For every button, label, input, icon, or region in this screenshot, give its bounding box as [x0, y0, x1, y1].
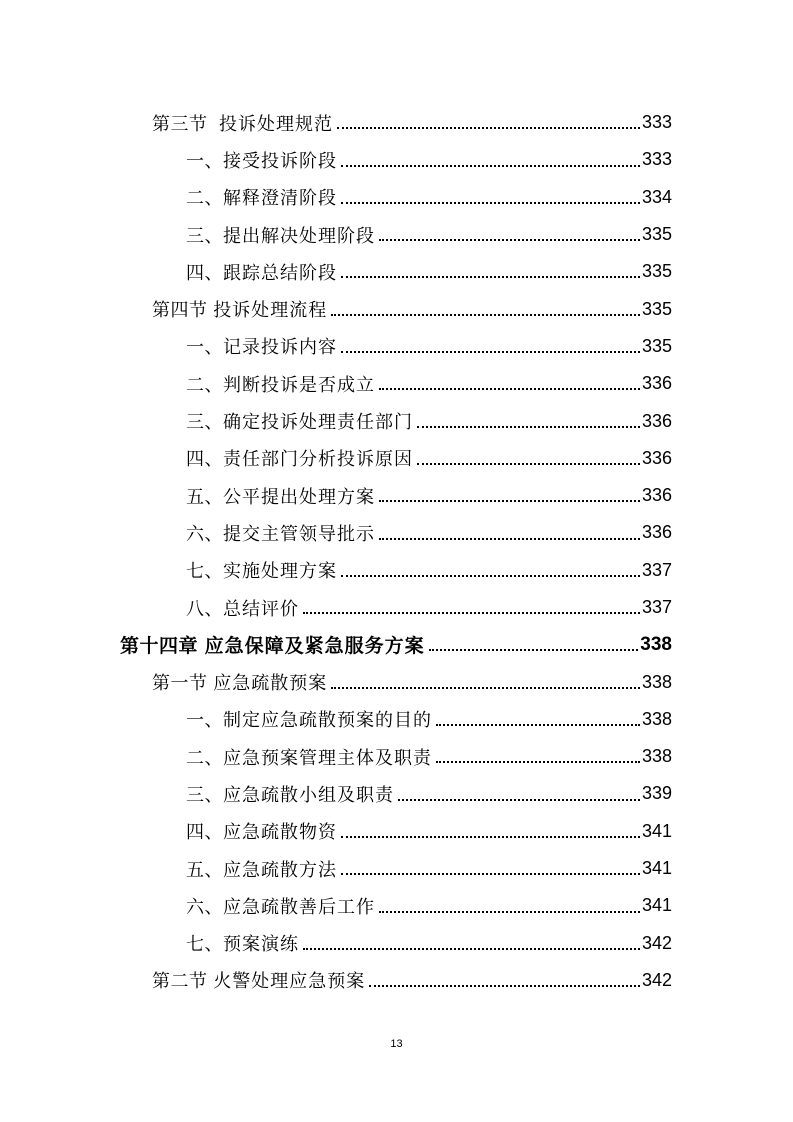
toc-entry-number: 四、 — [186, 449, 223, 471]
toc-entry-number: 第一节 — [152, 673, 208, 695]
toc-entry-number: 四、 — [186, 822, 223, 844]
toc-entry-title: 记录投诉内容 — [223, 337, 337, 359]
toc-entry-number: 二、 — [186, 374, 223, 396]
toc-entry-title: 判断投诉是否成立 — [223, 374, 375, 396]
toc-entry-spacer — [208, 112, 219, 133]
toc-entry-title: 应急保障及紧急服务方案 — [204, 635, 425, 658]
toc-entry-title: 投诉处理流程 — [213, 300, 328, 322]
toc-entry-title: 提交主管领导批示 — [223, 523, 375, 545]
dot-leader — [398, 799, 640, 801]
toc-entry[interactable] — [0, 626, 793, 663]
toc-entry-page: 341 — [641, 858, 672, 879]
toc-entry-title: 跟踪总结阶段 — [223, 262, 337, 284]
toc-entry-number: 三、 — [186, 225, 223, 247]
toc-entry-title: 应急疏散善后工作 — [223, 896, 375, 918]
dot-leader — [436, 724, 640, 726]
toc-entry-title: 应急疏散预案 — [213, 673, 328, 695]
toc-entry-page: 338 — [640, 633, 672, 655]
toc-entry-number: 二、 — [186, 188, 223, 210]
dot-leader — [417, 426, 640, 428]
toc-entry-page: 338 — [641, 671, 672, 692]
toc-entry-number: 五、 — [186, 859, 223, 881]
dot-leader — [379, 239, 640, 241]
toc-entry[interactable] — [0, 887, 793, 924]
dot-leader — [341, 202, 640, 204]
toc-entry-number: 一、 — [186, 710, 223, 732]
toc-entry[interactable] — [0, 589, 793, 626]
dot-leader — [341, 873, 640, 875]
dot-leader — [303, 612, 640, 614]
toc-entry[interactable] — [0, 813, 793, 850]
toc-entry-page: 339 — [641, 783, 672, 804]
dot-leader — [379, 388, 640, 390]
dot-leader — [429, 649, 639, 651]
toc-entry-number: 第四节 — [152, 300, 208, 322]
toc-entry-number: 七、 — [186, 934, 223, 956]
toc-entry[interactable] — [0, 477, 793, 514]
toc-entry[interactable] — [0, 663, 793, 700]
toc-entry[interactable] — [0, 402, 793, 439]
toc-entry-number: 五、 — [186, 486, 223, 508]
toc-entry-number: 四、 — [186, 262, 223, 284]
toc-entry[interactable] — [0, 179, 793, 216]
toc-entry[interactable] — [0, 141, 793, 178]
toc-entry-title: 应急疏散小组及职责 — [223, 784, 394, 806]
toc-entry-title: 应急疏散物资 — [223, 822, 337, 844]
dot-leader — [341, 276, 640, 278]
toc-entry-title: 提出解决处理阶段 — [223, 225, 375, 247]
dot-leader — [369, 985, 640, 987]
toc-entry-title: 确定投诉处理责任部门 — [223, 412, 413, 434]
toc-entry[interactable] — [0, 775, 793, 812]
toc-entry[interactable] — [0, 365, 793, 402]
toc-entry[interactable] — [0, 216, 793, 253]
toc-entry-page: 338 — [641, 708, 672, 729]
toc-entry-number: 第十四章 — [120, 635, 199, 658]
toc-entry[interactable] — [0, 253, 793, 290]
toc-entry[interactable] — [0, 514, 793, 551]
dot-leader — [331, 314, 640, 316]
toc-entry-page: 334 — [641, 186, 672, 207]
dot-leader — [417, 463, 640, 465]
toc-entry-page: 335 — [641, 261, 672, 282]
toc-entry-page: 341 — [641, 895, 672, 916]
toc-entry-page: 338 — [641, 746, 672, 767]
toc-entry-title: 解释澄清阶段 — [223, 188, 337, 210]
toc-entry-title: 实施处理方案 — [223, 561, 337, 583]
toc-entry[interactable] — [0, 850, 793, 887]
toc-entry-number: 一、 — [186, 150, 223, 172]
toc-entry-title: 责任部门分析投诉原因 — [223, 449, 413, 471]
page-number: 13 — [390, 1038, 403, 1050]
dot-leader — [331, 687, 640, 689]
toc-entry-number: 第二节 — [152, 971, 208, 993]
toc-entry-number: 一、 — [186, 337, 223, 359]
toc-entry-page: 341 — [641, 820, 672, 841]
toc-entry-page: 335 — [641, 335, 672, 356]
toc-entry-page: 336 — [641, 522, 672, 543]
toc-entry-title: 应急预案管理主体及职责 — [223, 747, 432, 769]
toc-entry[interactable] — [0, 328, 793, 365]
toc-entry[interactable] — [0, 440, 793, 477]
toc-entry-number: 六、 — [186, 896, 223, 918]
toc-entry[interactable] — [0, 701, 793, 738]
toc-entry-spacer — [198, 634, 205, 656]
dot-leader — [436, 761, 640, 763]
dot-leader — [341, 836, 640, 838]
toc-entry-title: 公平提出处理方案 — [223, 486, 375, 508]
toc-entry-number: 第三节 — [152, 113, 208, 135]
toc-entry-page: 337 — [641, 597, 672, 617]
toc-entry-page: 336 — [641, 447, 672, 468]
toc-entry[interactable] — [0, 552, 793, 589]
toc-entry-title: 接受投诉阶段 — [223, 150, 337, 172]
toc-entry-page: 335 — [641, 298, 672, 319]
toc-entry-number: 六、 — [186, 523, 223, 545]
toc-entry-number: 三、 — [186, 784, 223, 806]
toc-entry-number: 三、 — [186, 412, 223, 434]
toc-entry-number: 七、 — [186, 561, 223, 583]
toc-entry-title: 投诉处理规范 — [218, 113, 333, 135]
dot-leader — [379, 538, 640, 540]
toc-entry[interactable] — [0, 104, 793, 141]
toc-entry-page: 335 — [641, 224, 672, 245]
dot-leader — [341, 351, 640, 353]
toc-entry[interactable] — [0, 962, 793, 999]
toc-entry[interactable] — [0, 925, 793, 962]
dot-leader — [341, 575, 640, 577]
dot-leader — [337, 127, 640, 129]
toc-entry-page: 333 — [641, 149, 672, 170]
toc-entry-page: 342 — [641, 932, 672, 953]
toc-entry-title: 总结评价 — [223, 598, 299, 620]
toc-entry-number: 二、 — [186, 747, 223, 769]
toc-entry[interactable] — [0, 738, 793, 775]
dot-leader — [379, 500, 640, 502]
toc-entry-page: 336 — [641, 373, 672, 394]
toc-entry-page: 336 — [641, 410, 672, 431]
dot-leader — [341, 165, 640, 167]
toc-entry-page: 342 — [641, 969, 672, 990]
toc-entry-title: 预案演练 — [223, 934, 299, 956]
toc-entry[interactable] — [0, 290, 793, 327]
toc-entry-page: 333 — [641, 112, 672, 133]
toc-entry-number: 八、 — [186, 598, 223, 620]
toc-entry-page: 336 — [641, 485, 672, 506]
table-of-contents — [0, 104, 793, 999]
toc-entry-title: 应急疏散方法 — [223, 859, 337, 881]
toc-entry-page: 337 — [641, 559, 672, 580]
toc-entry-title: 火警处理应急预案 — [213, 971, 366, 993]
toc-entry-title: 制定应急疏散预案的目的 — [223, 710, 432, 732]
dot-leader — [379, 911, 640, 913]
dot-leader — [303, 948, 640, 950]
